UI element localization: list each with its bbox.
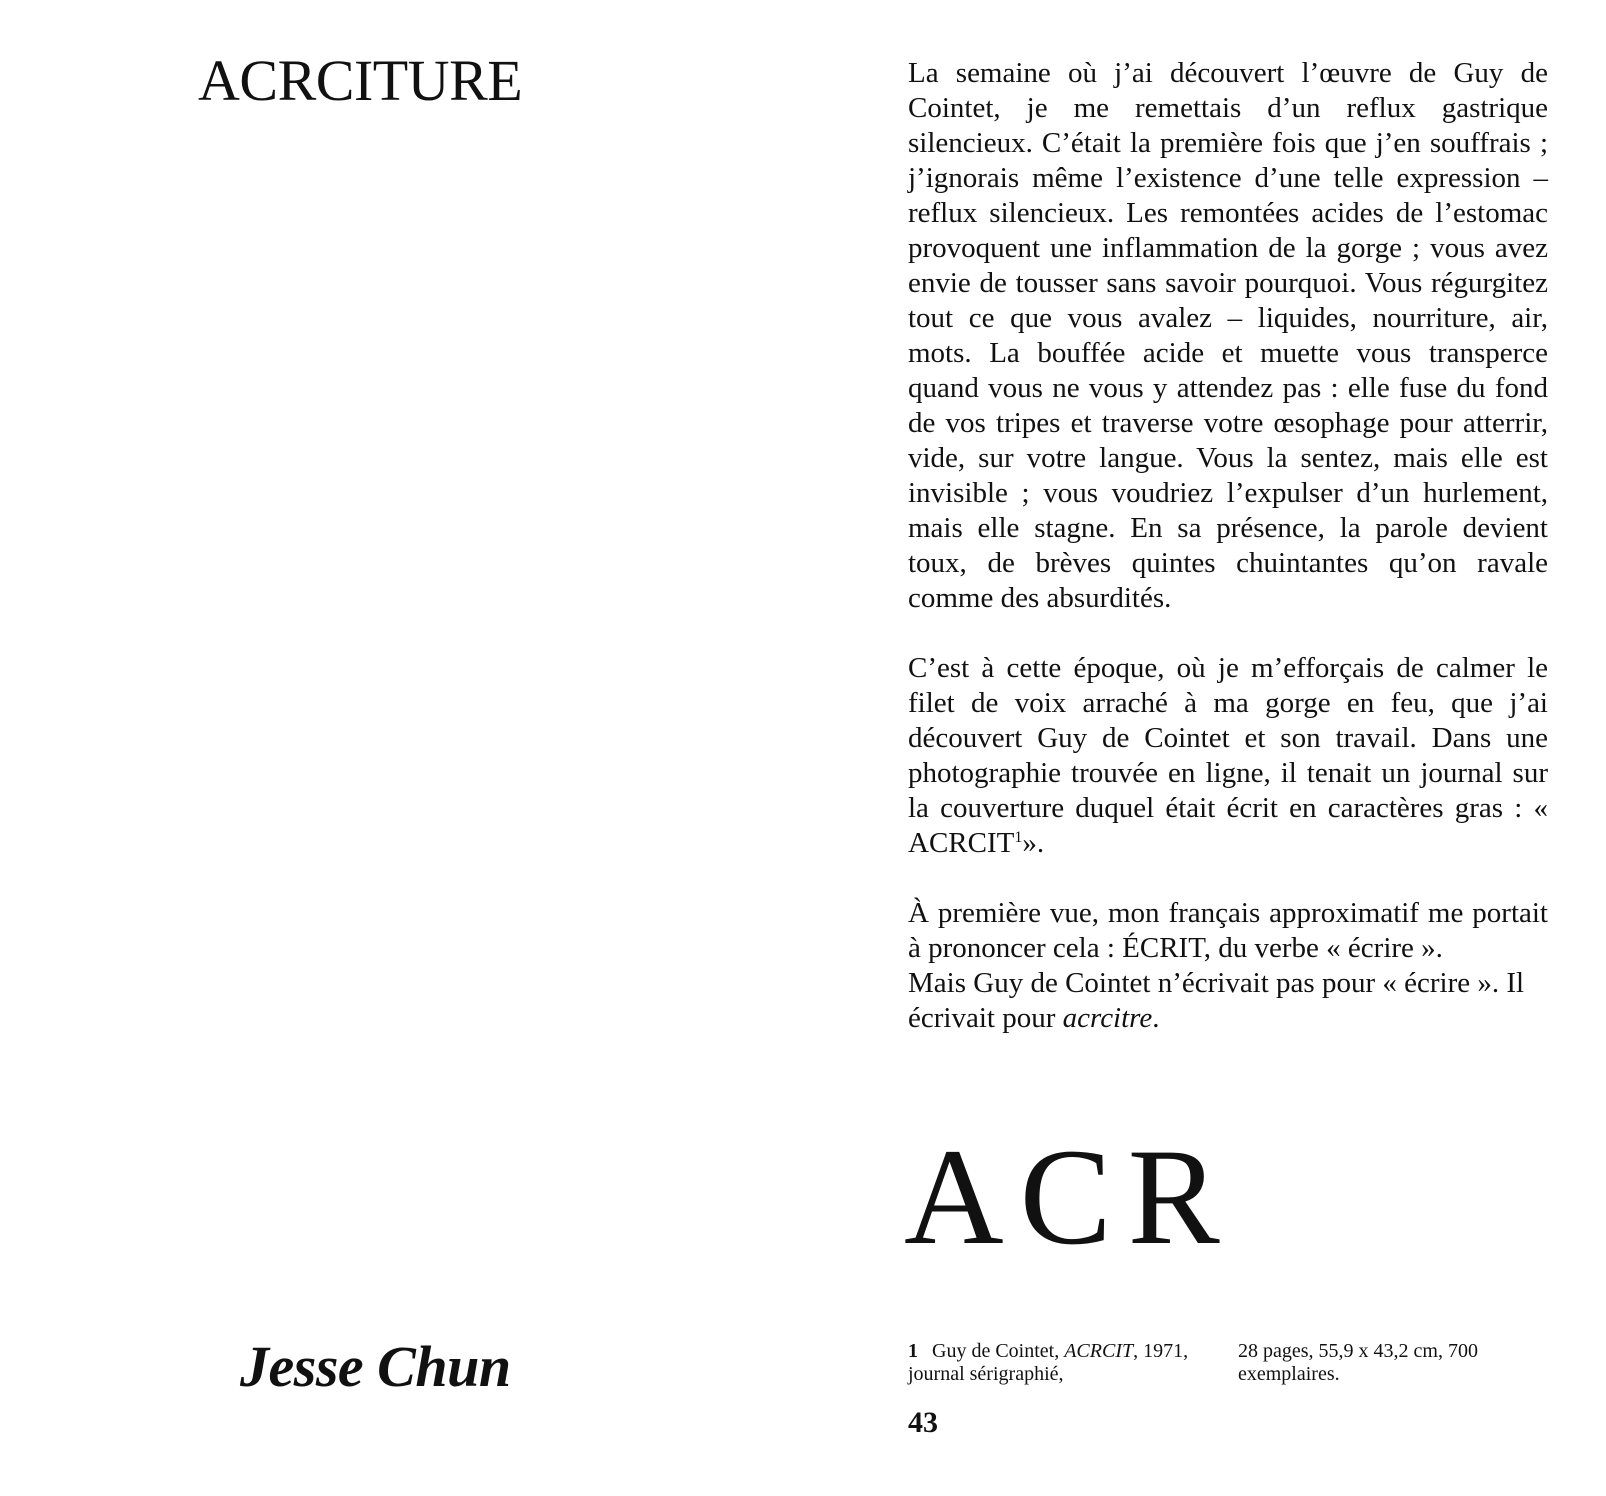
paragraph-2 <box>908 651 1548 861</box>
footnote-text-start: Guy de Cointet, <box>932 1340 1065 1362</box>
footnote-ref: 1 <box>1014 829 1023 846</box>
paragraph-2-end: ». <box>1022 827 1045 859</box>
paragraph-4-text: Mais Guy de Cointet n’écrivait pas pour « écrire ». Il écrivait pour <box>908 967 1525 1034</box>
footnote-text-end: , 1971, journal sérigraphié, <box>908 1340 1189 1385</box>
author-name: Jesse Chun <box>240 1334 511 1399</box>
paragraph-4 <box>908 966 1548 1036</box>
body-text <box>908 56 1548 1036</box>
footnote-number: 1 <box>908 1340 918 1362</box>
page-number: 43 <box>908 1406 938 1439</box>
large-letters: ACR <box>904 1120 1236 1273</box>
paragraph-2-text: C’est à cette époque, où je m’efforçais de calmer le filet de voix arraché à ma gorge en feu, que j’ai découvert Guy de Cointet et son travail. Dans une photographie trouvée en ligne, il tenait un journal sur la couverture duquel était écrit en caractères gras : « ACRCIT <box>908 652 1548 859</box>
article-title: ACRCITURE <box>198 48 523 113</box>
footnote-italic-title: ACRCIT <box>1064 1340 1134 1362</box>
paragraph-3: À première vue, mon français approximatif me portait à prononcer cela : ÉCRIT, du verbe « écrire ». <box>908 897 1548 964</box>
paragraph-1: La semaine où j’ai découvert l’œuvre de Guy de Cointet, je me remettais d’un reflux gastrique silencieux. C’était la première fois que j’en souffrais ; j’ignorais même l’existence d’une telle expression – reflux silencieux. Les remontées acides de l’estomac provoquent une inflammation de la gorge ; vous avez envie de tousser sans savoir pourquoi. Vous régurgitez tout ce que vous avalez – liquides, nourriture, air, mots. La bouffée acide et muette vous transperce quand vous ne vous y attendez pas : elle fuse du fond de vos tripes et traverse votre œsophage pour atterrir, vide, sur votre langue. Vous la sentez, mais elle est invisible ; vous voudriez l’expulser d’un hurlement, mais elle stagne. En sa présence, la parole devient toux, de brèves quintes chuintantes qu’on ravale comme des absurdités. <box>908 57 1548 614</box>
footnote-col-2: 28 pages, 55,9 x 43,2 cm, 700 exemplaires. <box>1238 1340 1478 1385</box>
paragraph-4-italic: acrcitre <box>1062 1002 1153 1034</box>
footnote-col-1 <box>908 1340 1208 1386</box>
paragraph-4-end: . <box>1152 1002 1160 1034</box>
